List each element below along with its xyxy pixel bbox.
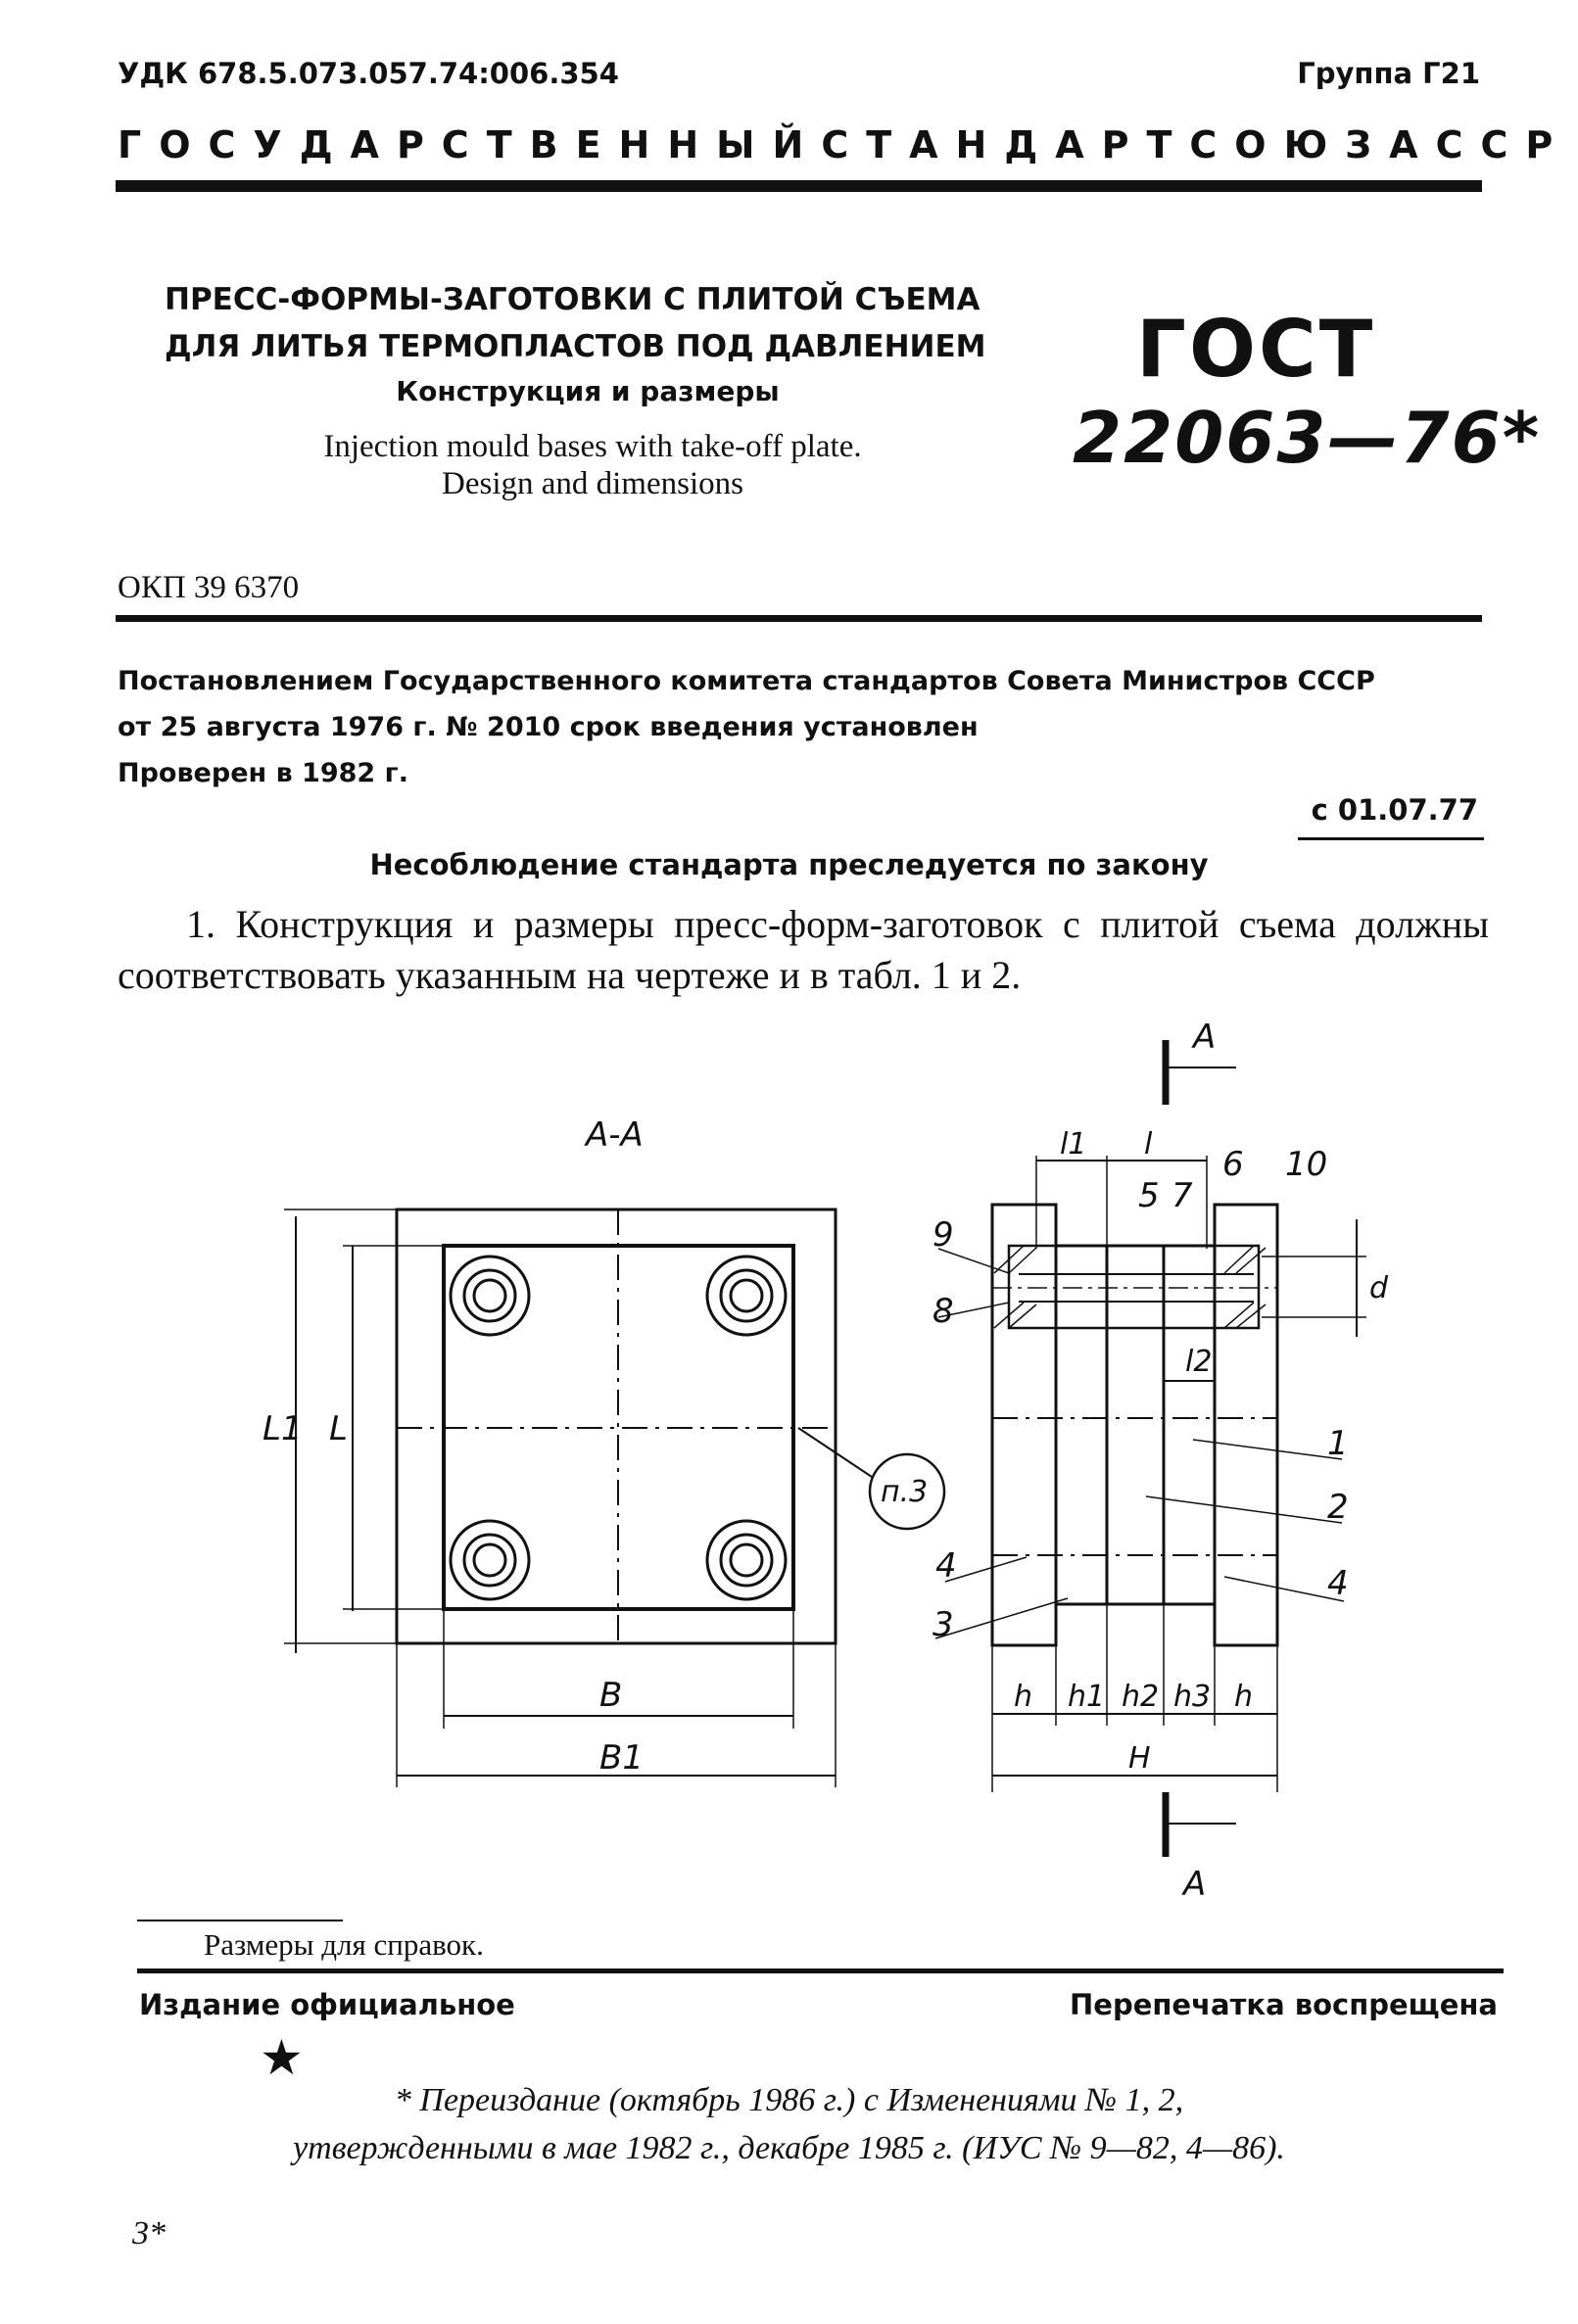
effective-date: с 01.07.77: [1311, 793, 1478, 827]
section-label: А-А: [586, 1115, 644, 1155]
outer-plate-outline: [397, 1209, 836, 1643]
pos-7: 7: [1172, 1176, 1193, 1215]
decree-line-2: от 25 августа 1976 г. № 2010 срок введения установлен: [118, 712, 979, 742]
gost-label: ГОСТ: [1136, 304, 1376, 395]
law-notice: Несоблюдение стандарта преследуется по закону: [369, 848, 1209, 881]
no-reprint: Перепечатка воспрещена: [1070, 1988, 1498, 2021]
dim-L1: L1: [263, 1409, 303, 1448]
page-number: 3*: [132, 2215, 166, 2252]
title-line-1: ПРЕСС-ФОРМЫ-ЗАГОТОВКИ С ПЛИТОЙ СЪЕМА: [165, 282, 980, 317]
guide-bush-bottom-left: [451, 1521, 529, 1599]
pos-9: 9: [932, 1215, 954, 1255]
group-code: Группа Г21: [1297, 57, 1480, 90]
dim-B: B: [599, 1676, 623, 1715]
dim-h2: h2: [1122, 1680, 1160, 1714]
pos-6: 6: [1222, 1145, 1244, 1184]
plate-2: [1107, 1246, 1164, 1604]
footnote-reference: Размеры для справок.: [204, 1927, 484, 1962]
pos-3: 3: [932, 1605, 954, 1644]
gost-number: 22063—76*: [1073, 397, 1542, 479]
plate-4-right: [1215, 1205, 1277, 1645]
dim-H: H: [1128, 1741, 1151, 1776]
udk-code: УДК 678.5.073.057.74:006.354: [118, 57, 619, 90]
banner-word-1: ГОСУДАРСТВЕННЫЙ: [118, 123, 822, 166]
star-icon: ★: [260, 2029, 304, 2086]
guide-bush-bottom-right: [707, 1521, 786, 1599]
plate-3: [1056, 1246, 1107, 1604]
dim-h3: h3: [1173, 1680, 1212, 1714]
english-title-2: Design and dimensions: [442, 466, 743, 501]
dim-h1: h1: [1068, 1680, 1106, 1714]
dim-l1: l1: [1060, 1127, 1087, 1162]
banner-word-2: СТАНДАРТ: [821, 123, 1190, 166]
reissue-note-2: утвержденными в мае 1982 г., декабре 1985 г. (ИУС № 9—82, 4—86).: [293, 2130, 1285, 2166]
decree-line-1: Постановлением Государственного комитета стандартов Совета Министров СССР: [118, 666, 1375, 696]
hatching: [994, 1246, 1266, 1328]
banner-word-4: ССР: [1435, 123, 1571, 166]
dim-l2: l2: [1185, 1345, 1213, 1379]
dim-h-right: h: [1234, 1680, 1254, 1714]
guide-bush-top-left: [451, 1257, 529, 1335]
paragraph-1: 1. Конструкция и размеры пресс-форм-заготовок с плитой съема должны соответствовать указанным на чертеже и в табл. 1 и 2.: [118, 902, 1489, 997]
plate-1: [1164, 1246, 1215, 1604]
cut-label-top: А: [1193, 1018, 1217, 1057]
document-subtitle: Конструкция и размеры: [396, 375, 780, 407]
reissue-note-1: * Переиздание (октябрь 1986 г.) с Изменениями № 1, 2,: [394, 2082, 1184, 2118]
pos-5: 5: [1138, 1176, 1160, 1215]
title-line-2: ДЛЯ ЛИТЬЯ ТЕРМОПЛАСТОВ ПОД ДАВЛЕНИЕМ: [165, 329, 986, 364]
pos-8: 8: [932, 1292, 954, 1331]
english-title-1: Injection mould bases with take-off plate.: [323, 429, 862, 464]
decree-line-3: Проверен в 1982 г.: [118, 758, 408, 788]
cut-label-bottom: А: [1183, 1865, 1207, 1904]
pin-assembly: [1009, 1246, 1259, 1328]
dim-L: L: [329, 1409, 348, 1448]
dim-l: l: [1144, 1127, 1153, 1162]
okp-code: ОКП 39 6370: [118, 570, 300, 605]
pos-1: 1: [1327, 1424, 1349, 1463]
pos-4-left: 4: [935, 1546, 957, 1586]
dim-d: d: [1369, 1271, 1389, 1305]
guide-bush-top-right: [707, 1257, 786, 1335]
footer-rule: [137, 1968, 1504, 1973]
footnote-short-rule: [137, 1920, 343, 1921]
pos-4-right: 4: [1327, 1564, 1349, 1603]
note-ref: п.3: [881, 1475, 929, 1509]
pos-2: 2: [1327, 1488, 1349, 1527]
dim-h-left: h: [1014, 1680, 1033, 1714]
banner-word-3: СОЮЗА: [1189, 123, 1436, 166]
pos-10: 10: [1285, 1145, 1328, 1184]
official-edition: Издание официальное: [139, 1988, 515, 2021]
dim-B1: B1: [599, 1738, 644, 1778]
